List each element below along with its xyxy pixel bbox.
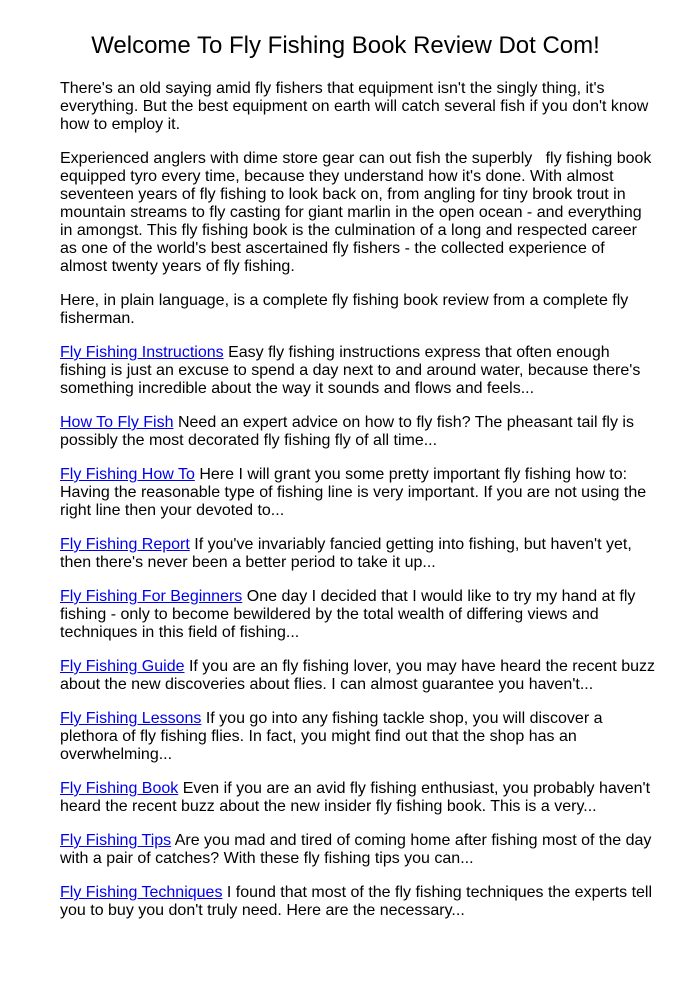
review-snippet: If you go into any fishing tackle shop, you will discover a plethora of fly fishing flies. In fact, you might find out that the shop has an overwhelming...: [60, 710, 603, 763]
review-link-how-to-fly-fish[interactable]: How To Fly Fish: [60, 414, 174, 431]
review-item: [60, 658, 655, 694]
review-link-fly-fishing-book[interactable]: Fly Fishing Book: [60, 780, 179, 797]
review-link-fly-fishing-how-to[interactable]: Fly Fishing How To: [60, 466, 195, 483]
review-snippet: Here I will grant you some pretty important fly fishing how to: Having the reasonable type of fishing line is very important. If you are not using the right line then your devoted to...: [60, 466, 647, 519]
review-item: [60, 832, 655, 868]
review-link-fly-fishing-techniques[interactable]: Fly Fishing Techniques: [60, 884, 223, 901]
review-snippet: I found that most of the fly fishing techniques the experts tell you to buy you don't truly need. Here are the necessary...: [60, 884, 653, 919]
page-content: [60, 80, 655, 920]
review-item: [60, 344, 655, 398]
intro-paragraph-3: Here, in plain language, is a complete fly fishing book review from a complete fly fisherman.: [60, 292, 629, 327]
review-snippet: Are you mad and tired of coming home after fishing most of the day with a pair of catches? With these fly fishing tips you can...: [60, 832, 652, 867]
review-link-fly-fishing-guide[interactable]: Fly Fishing Guide: [60, 658, 185, 675]
review-item: [60, 414, 655, 450]
review-link-fly-fishing-instructions[interactable]: Fly Fishing Instructions: [60, 344, 224, 361]
page-title: Welcome To Fly Fishing Book Review Dot Com!: [91, 32, 600, 59]
review-item: [60, 536, 655, 572]
review-item: [60, 780, 655, 816]
review-snippet: Even if you are an avid fly fishing enthusiast, you probably haven't heard the recent buzz about the new insider fly fishing book. This is a very...: [60, 780, 651, 815]
review-item: [60, 884, 655, 920]
review-snippet: If you've invariably fancied getting into fishing, but haven't yet, then there's never been a better period to take it up...: [60, 536, 632, 571]
review-snippet: If you are an fly fishing lover, you may have heard the recent buzz about the new discoveries about flies. I can almost guarantee you haven't...: [60, 658, 655, 693]
intro-paragraph-2: Experienced anglers with dime store gear can out fish the superbly fly fishing book equipped tyro every time, because they understand how it's done. With almost seventeen years of fly fishing to look back on, from angling for tiny brook trout in mountain streams to fly casting for giant marlin in the open ocean - and everything in amongst. This fly fishing book is the culmination of a long and respected career as one of the world's best ascertained fly fishers - the collected experience of almost twenty years of fly fishing.: [60, 150, 652, 275]
review-snippet: Easy fly fishing instructions express that often enough fishing is just an excuse to spend a day next to and around water, because there's something incredible about the way it sounds and flows and feels...: [60, 344, 641, 397]
review-snippet: One day I decided that I would like to try my hand at fly fishing - only to become bewildered by the total wealth of differing views and techniques in this field of fishing...: [60, 588, 636, 641]
review-item: [60, 588, 655, 642]
review-link-fly-fishing-tips[interactable]: Fly Fishing Tips: [60, 832, 172, 849]
review-item: [60, 710, 655, 764]
intro-paragraph-1: There's an old saying amid fly fishers that equipment isn't the singly thing, it's everything. But the best equipment on earth will catch several fish if you don't know how to employ it.: [60, 80, 649, 133]
review-link-fly-fishing-lessons[interactable]: Fly Fishing Lessons: [60, 710, 202, 727]
review-snippet: Need an expert advice on how to fly fish? The pheasant tail fly is possibly the most decorated fly fishing fly of all time...: [60, 414, 634, 449]
review-link-fly-fishing-report[interactable]: Fly Fishing Report: [60, 536, 190, 553]
review-link-fly-fishing-for-beginners[interactable]: Fly Fishing For Beginners: [60, 588, 243, 605]
review-item: [60, 466, 655, 520]
